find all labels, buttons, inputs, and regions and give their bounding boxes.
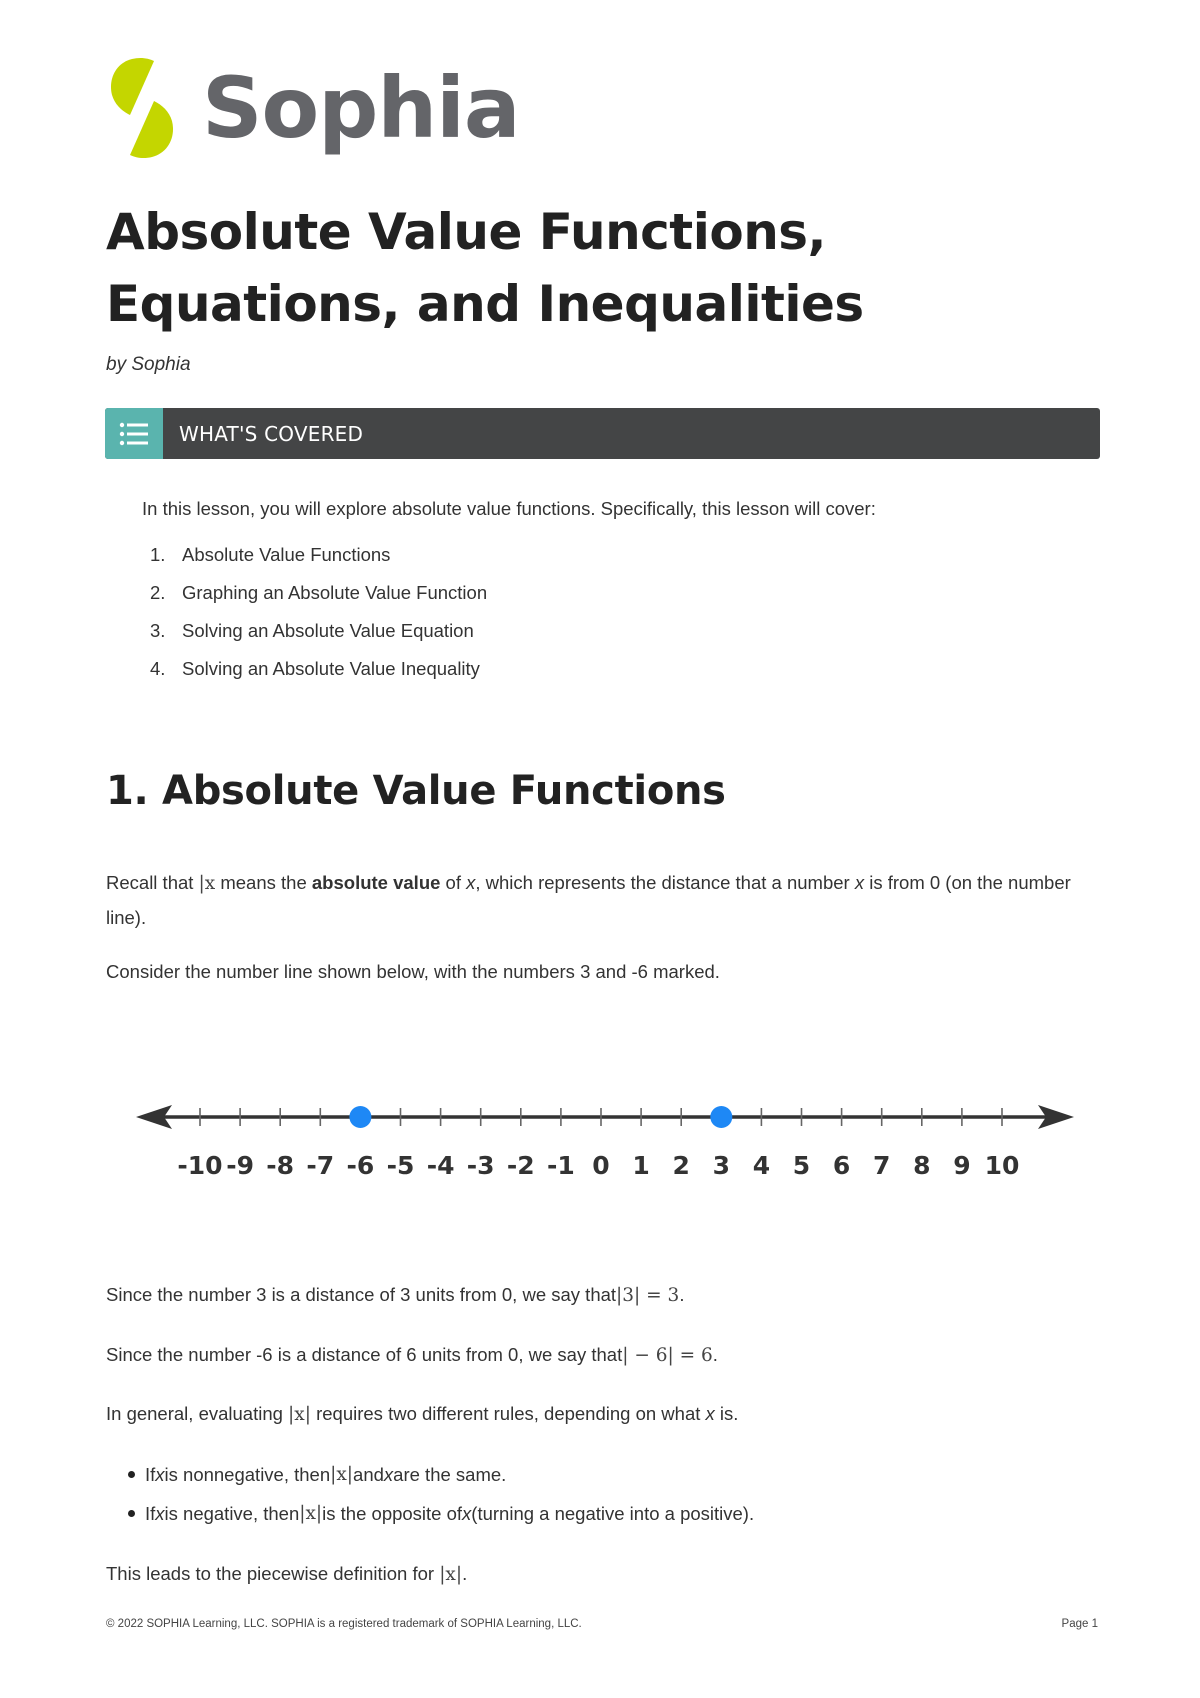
outline-item: 3. Solving an Absolute Value Equation [150, 620, 474, 641]
number-line-tick-label: -9 [226, 1151, 254, 1180]
whats-covered-bar [105, 408, 1100, 459]
number-line-tick-label: -8 [266, 1151, 295, 1180]
number-line-tick-label: 2 [672, 1151, 690, 1180]
bullet-icon [128, 1471, 135, 1478]
outline-item: 2. Graphing an Absolute Value Function [150, 582, 488, 603]
number-line-tick-label: 8 [913, 1151, 931, 1180]
lesson-outline [150, 536, 487, 688]
number-line-tick-label: -10 [177, 1151, 223, 1180]
marked-point [710, 1106, 732, 1128]
number-line [130, 1090, 1080, 1200]
list-icon [105, 408, 163, 459]
section-heading: 1. Absolute Value Functions [106, 768, 726, 814]
number-line-tick-label: -7 [306, 1151, 335, 1180]
list-item: If x is negative, then |x| is the opposite of x (turning a negative into a positive). [120, 1494, 754, 1533]
piecewise-lead-sentence: This leads to the piecewise definition for |x|. [106, 1563, 468, 1585]
number-line-tick-label: -1 [547, 1151, 575, 1180]
number-line-tick-label: -4 [426, 1151, 455, 1180]
recall-paragraph: Recall that |x means the absolute value of x, which represents the distance that a number x is from 0 (on the number line). [106, 872, 1071, 928]
sophia-wordmark: Sophia [202, 59, 520, 157]
consider-paragraph: Consider the number line shown below, with the numbers 3 and -6 marked. [106, 961, 720, 982]
number-line-tick-label: -2 [506, 1151, 535, 1180]
number-line-tick-label: 9 [953, 1151, 971, 1180]
rules-list [120, 1455, 754, 1533]
number-line-tick-label: -5 [386, 1151, 415, 1180]
number-line-tick-label: 4 [752, 1151, 771, 1180]
general-sentence: In general, evaluating |x| requires two different rules, depending on what x is. [106, 1403, 739, 1425]
outline-item: 4. Solving an Absolute Value Inequality [150, 658, 480, 679]
sophia-logo [104, 56, 520, 160]
number-line-tick-label: -6 [346, 1151, 375, 1180]
bullet-icon [128, 1510, 135, 1517]
page-number: Page 1 [1061, 1618, 1098, 1630]
number-line-tick-label: 0 [592, 1151, 610, 1180]
number-line-tick-label: 7 [872, 1151, 891, 1180]
marked-point [349, 1106, 371, 1128]
intro-text: In this lesson, you will explore absolute value functions. Specifically, this lesson will cover: [142, 498, 876, 519]
whats-covered-label: WHAT'S COVERED [179, 421, 364, 446]
distance-3-sentence: Since the number 3 is a distance of 3 units from 0, we say that|3| = 3. [106, 1284, 685, 1306]
number-line-tick-label: 5 [792, 1151, 811, 1180]
page-title: Absolute Value Functions, Equations, and Inequalities [106, 203, 864, 333]
number-line-tick-label: 6 [832, 1151, 851, 1180]
number-line-tick-label: 10 [984, 1151, 1020, 1180]
byline: by Sophia [106, 354, 191, 375]
outline-item: 1. Absolute Value Functions [150, 544, 391, 565]
distance-6-sentence: Since the number -6 is a distance of 6 units from 0, we say that| − 6| = 6. [106, 1344, 718, 1366]
footer-copyright: © 2022 SOPHIA Learning, LLC. SOPHIA is a registered trademark of SOPHIA Learning, LLC. [106, 1618, 582, 1630]
number-line-tick-label: 1 [632, 1151, 650, 1180]
list-item: If x is nonnegative, then |x| and x are the same. [120, 1455, 754, 1494]
number-line-tick-label: -3 [466, 1151, 495, 1180]
number-line-tick-label: 3 [712, 1151, 731, 1180]
sophia-logo-mark-icon [104, 57, 180, 159]
